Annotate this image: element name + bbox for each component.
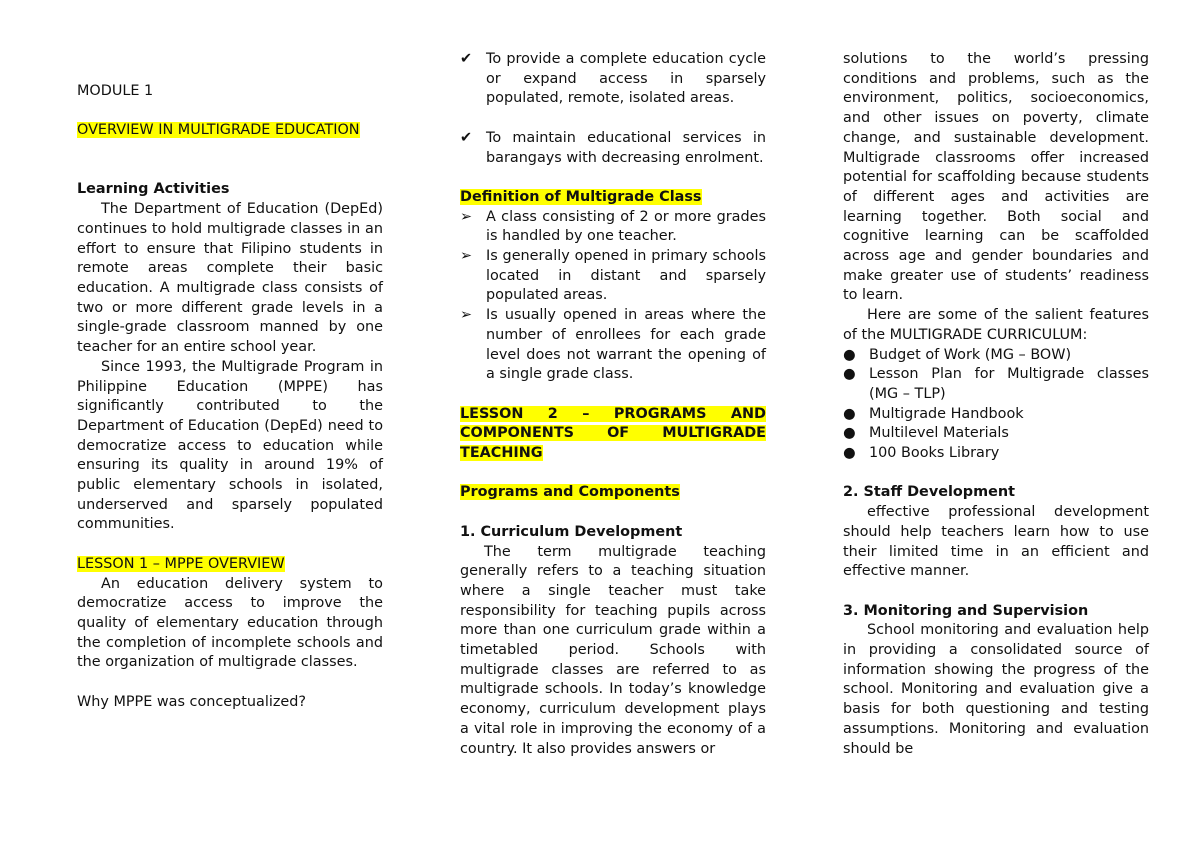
bullet-icon: ●	[843, 425, 856, 442]
mppe-history-paragraph: Since 1993, the Multigrade Program in Philippine Education (MPPE) has significantly contributed to the Department of Education (DepEd) need to democratize access to education while ensuring its quality in around 19% of public elementary schools in isolated, underserved and sparsely populated communities.	[77, 358, 383, 533]
feature-item: ● Multigrade Handbook	[843, 405, 1149, 425]
definition-item: ➢ Is usually opened in areas where the number of enrollees for each grade level does not warrant the opening of a single grade class.	[460, 307, 766, 383]
feature-item: ● Budget of Work (MG – BOW)	[843, 346, 1149, 366]
monitoring-heading: 3. Monitoring and Supervision	[843, 602, 1089, 619]
definition-item: ➢ A class consisting of 2 or more grades is handled by one teacher.	[460, 208, 766, 245]
bullet-icon: ●	[843, 366, 856, 383]
curriculum-paragraph: The term multigrade teaching generally refers to a teaching situation where a single teacher must take responsibility for teaching pupils across more than one curriculum grade within a timetabled period. Schools with multigrade classes are referred to as multigrade schools. In today’s knowledge economy, curriculum development plays a vital role in improving the economy of a country. It also provides answers or	[460, 543, 766, 757]
module-title: MODULE 1	[77, 83, 154, 99]
feature-item: ● Multilevel Materials	[843, 424, 1149, 444]
intro-paragraph: The Department of Education (DepEd) continues to hold multigrade classes in an effort to ensure that Filipino students in remote areas complete their basic education. A multigrade class consists of two or more different grade levels in a single-grade classroom manned by one teacher for an entire school year.	[77, 201, 383, 356]
arrow-bullet-icon: ➢	[460, 307, 473, 324]
column-2	[460, 50, 766, 759]
definition-heading: Definition of Multigrade Class	[460, 188, 702, 205]
lesson2-heading: LESSON 2 – PROGRAMS AND COMPONENTS OF MULTIGRADE TEACHING	[460, 405, 766, 462]
arrow-bullet-icon: ➢	[460, 208, 473, 225]
bullet-icon: ●	[843, 405, 856, 422]
feature-item: ● Lesson Plan for Multigrade classes (MG – TLP)	[843, 366, 1149, 402]
column-1	[77, 82, 383, 712]
monitoring-paragraph: School monitoring and evaluation help in providing a consolidated source of information showing the progress of the school. Monitoring and evaluation give a basis for both questioning and testing assumptions. Monitoring and evaluation should be	[843, 622, 1149, 757]
curriculum-continued-paragraph: solutions to the world’s pressing conditions and problems, such as the environment, politics, socioeconomics, and other issues on poverty, climate change, and sustainable development. Multigrade classrooms offer increased potential for scaffolding because students of different ages and activities are learning together. Both social and cognitive learning can be scaffolded across age and gender boundaries and make greater use of students’ readiness to learn.	[843, 51, 1149, 304]
programs-heading: Programs and Components	[460, 484, 680, 501]
definition-item: ➢ Is generally opened in primary schools located in distant and sparsely populated areas.	[460, 248, 766, 304]
checkmark-icon: ✔	[460, 129, 473, 146]
lesson1-heading: LESSON 1 – MPPE OVERVIEW	[77, 555, 285, 572]
learning-activities-heading: Learning Activities	[77, 181, 230, 198]
staff-development-paragraph: effective professional development should help teachers learn how to use their limited time in an efficient and effective manner.	[843, 504, 1149, 580]
why-question: Why MPPE was conceptualized?	[77, 693, 307, 710]
arrow-bullet-icon: ➢	[460, 248, 473, 264]
column-3	[843, 50, 1149, 759]
objective-item: ✔ To maintain educational services in barangays with decreasing enrolment.	[460, 129, 766, 166]
curriculum-heading: 1. Curriculum Development	[460, 523, 683, 540]
checkmark-icon: ✔	[460, 51, 473, 67]
bullet-icon: ●	[843, 346, 856, 363]
salient-features-paragraph: Here are some of the salient features of the MULTIGRADE CURRICULUM:	[843, 307, 1149, 343]
feature-item: ● 100 Books Library	[843, 444, 1149, 464]
objective-item: ✔ To provide a complete education cycle or expand access in sparsely populated, remote, isolated areas.	[460, 51, 766, 107]
staff-development-heading: 2. Staff Development	[843, 484, 1015, 501]
overview-heading: OVERVIEW IN MULTIGRADE EDUCATION	[77, 122, 360, 139]
lesson1-paragraph: An education delivery system to democratize access to improve the quality of elementary education through the completion of incomplete schools and the organization of multigrade classes.	[77, 575, 383, 671]
bullet-icon: ●	[843, 445, 856, 462]
